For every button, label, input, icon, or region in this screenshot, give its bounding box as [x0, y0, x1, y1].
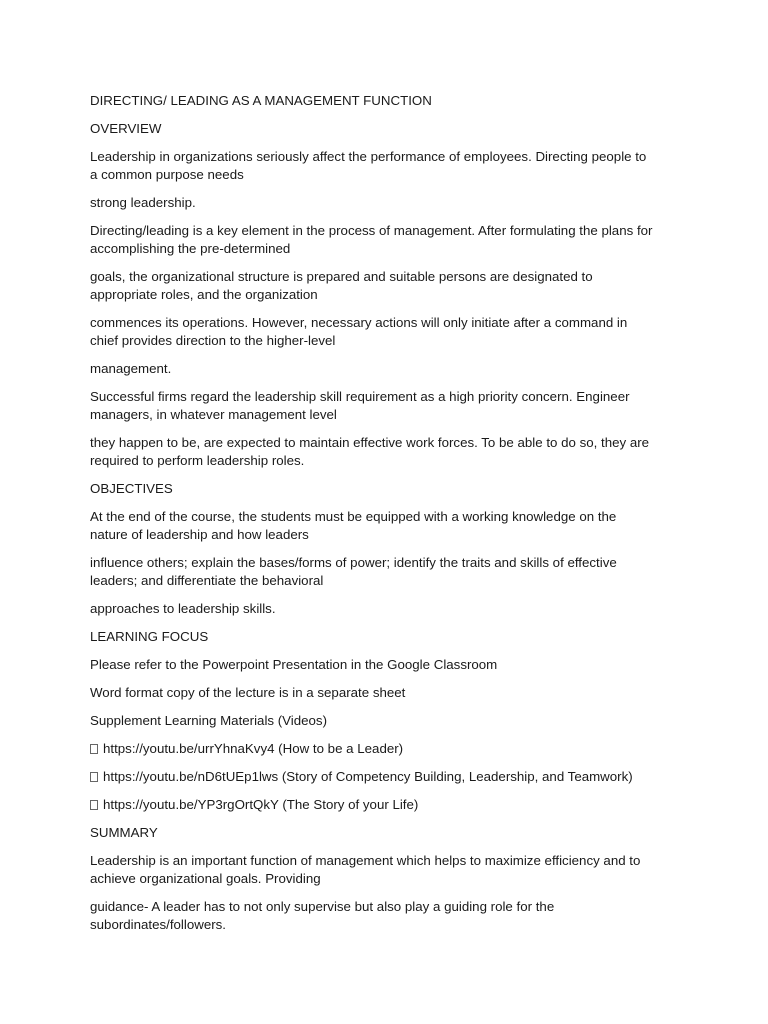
text-line: strong leadership.: [90, 195, 196, 210]
overview-paragraph: [90, 148, 690, 184]
text-line: required to perform leadership roles.: [90, 453, 305, 468]
text-line: appropriate roles, and the organization: [90, 287, 318, 302]
missing-glyph-icon: [90, 772, 98, 782]
summary-heading: SUMMARY: [90, 825, 158, 840]
text-line: guidance- A leader has to not only supervise but also play a guiding role for the: [90, 899, 555, 914]
missing-glyph-icon: [90, 744, 98, 754]
text-line: they happen to be, are expected to maintain effective work forces. To be able to do so, they are: [90, 435, 650, 450]
learning-focus-heading: LEARNING FOCUS: [90, 629, 209, 644]
overview-paragraph: [90, 360, 690, 378]
text-line: commences its operations. However, necessary actions will only initiate after a command in: [90, 315, 628, 330]
summary-paragraph: [90, 852, 690, 888]
text-line: managers, in whatever management level: [90, 407, 337, 422]
overview-paragraph: [90, 194, 690, 212]
text-line: chief provides direction to the higher-level: [90, 333, 336, 348]
overview-paragraph: [90, 268, 690, 304]
text-line: a common purpose needs: [90, 167, 244, 182]
text-line: management.: [90, 361, 172, 376]
text-line: subordinates/followers.: [90, 917, 226, 932]
text-line: achieve organizational goals. Providing: [90, 871, 321, 886]
video-link[interactable]: https://youtu.be/urrYhnaKvy4 (How to be a Leader): [103, 741, 404, 756]
overview-paragraph: [90, 434, 690, 470]
document-title: DIRECTING/ LEADING AS A MANAGEMENT FUNCTION: [90, 93, 432, 108]
objectives-heading: OBJECTIVES: [90, 481, 173, 496]
document-page: [90, 92, 690, 944]
objectives-paragraph: [90, 508, 690, 544]
objectives-paragraph: [90, 554, 690, 590]
text-line: Directing/leading is a key element in the process of management. After formulating the plans for: [90, 223, 653, 238]
summary-section: [90, 852, 690, 934]
missing-glyph-icon: [90, 800, 98, 810]
learning-focus-item: Word format copy of the lecture is in a separate sheet: [90, 685, 406, 700]
learning-focus-item: Please refer to the Powerpoint Presentation in the Google Classroom: [90, 657, 498, 672]
text-line: goals, the organizational structure is prepared and suitable persons are designated to: [90, 269, 593, 284]
text-line: nature of leadership and how leaders: [90, 527, 309, 542]
objectives-section: [90, 508, 690, 618]
video-link[interactable]: https://youtu.be/YP3rgOrtQkY (The Story of your Life): [103, 797, 419, 812]
video-list-item: [90, 796, 690, 814]
video-link[interactable]: https://youtu.be/nD6tUEp1lws (Story of Competency Building, Leadership, and Teamwork): [103, 769, 633, 784]
overview-heading: OVERVIEW: [90, 121, 162, 136]
learning-focus-section: [90, 656, 690, 814]
text-line: accomplishing the pre-determined: [90, 241, 291, 256]
objectives-paragraph: [90, 600, 690, 618]
summary-paragraph: [90, 898, 690, 934]
text-line: influence others; explain the bases/forms of power; identify the traits and skills of effective: [90, 555, 617, 570]
text-line: Successful firms regard the leadership skill requirement as a high priority concern. Engineer: [90, 389, 630, 404]
learning-focus-item: Supplement Learning Materials (Videos): [90, 713, 328, 728]
text-line: At the end of the course, the students must be equipped with a working knowledge on the: [90, 509, 617, 524]
overview-paragraph: [90, 222, 690, 258]
text-line: Leadership in organizations seriously affect the performance of employees. Directing people to: [90, 149, 647, 164]
video-list-item: [90, 768, 690, 786]
video-list-item: [90, 740, 690, 758]
text-line: leaders; and differentiate the behavioral: [90, 573, 324, 588]
text-line: approaches to leadership skills.: [90, 601, 276, 616]
overview-paragraph: [90, 388, 690, 424]
text-line: Leadership is an important function of management which helps to maximize efficiency and to: [90, 853, 641, 868]
overview-section: [90, 148, 690, 470]
overview-paragraph: [90, 314, 690, 350]
